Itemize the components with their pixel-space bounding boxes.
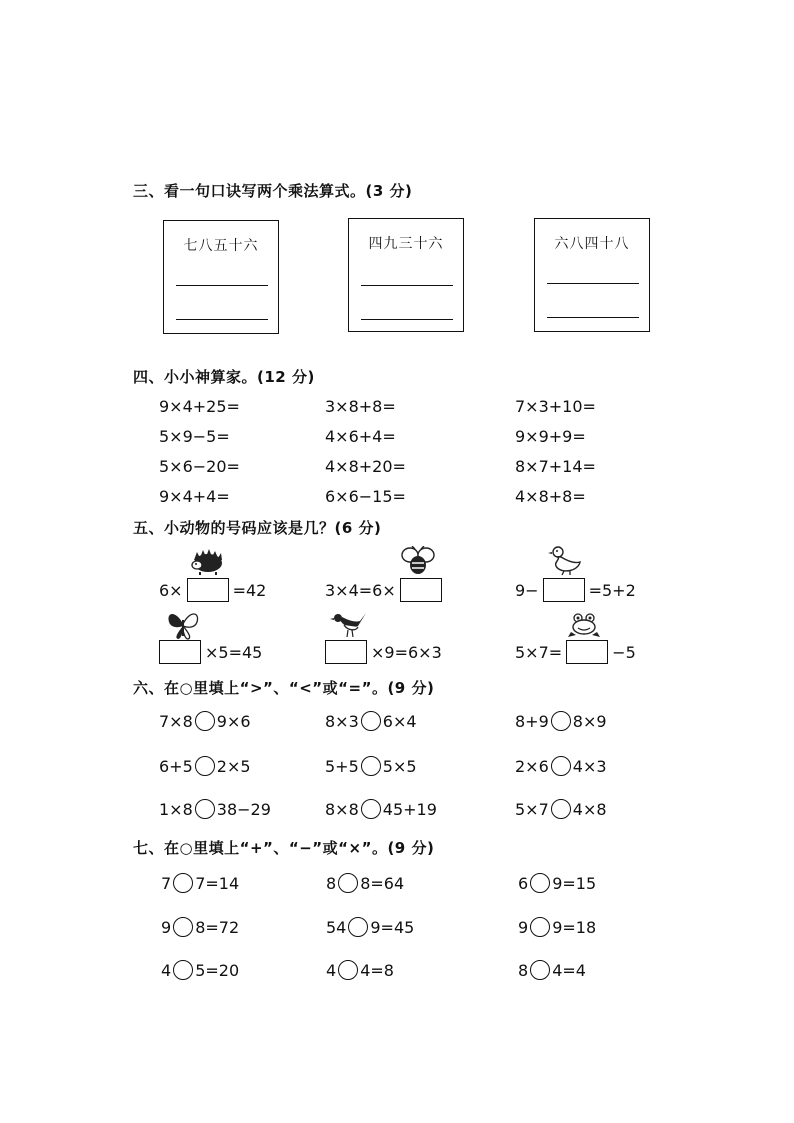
operator-item [518, 960, 586, 980]
calc-item: 5×9−5= [159, 427, 230, 446]
calc-item: 8×7+14= [515, 457, 596, 476]
calc-item: 4×8+20= [325, 457, 406, 476]
equation-prefix: 5×7= [515, 643, 563, 662]
section4-title: 四、小小神算家。(12 分) [133, 368, 315, 386]
right-expr: 8×9 [572, 712, 607, 731]
calc-item: 3×8+8= [325, 397, 396, 416]
right-expr: 8=72 [195, 918, 240, 937]
formula-box-3 [534, 218, 650, 332]
section6-title: 六、在○里填上“>”、“<”或“=”。(9 分) [133, 679, 435, 697]
compare-item [515, 756, 607, 776]
formula-text: 四九三十六 [368, 236, 444, 252]
left-number: 4 [326, 961, 337, 980]
hedgehog-icon [190, 548, 226, 576]
answer-box[interactable] [543, 578, 585, 602]
answer-circle[interactable] [338, 873, 358, 893]
equation-prefix: 6× [159, 581, 183, 600]
operator-item [326, 960, 394, 980]
answer-box[interactable] [400, 578, 442, 602]
answer-line[interactable] [547, 283, 639, 284]
right-expr: 4=8 [360, 961, 394, 980]
right-expr: 2×5 [216, 757, 251, 776]
calc-item: 9×4+4= [159, 487, 230, 506]
equation-suffix: =5+2 [588, 581, 636, 600]
left-number: 6 [518, 874, 529, 893]
formula-box-1 [163, 220, 279, 334]
answer-circle[interactable] [173, 873, 193, 893]
answer-circle[interactable] [530, 873, 550, 893]
calc-item: 6×6−15= [325, 487, 406, 506]
calc-item: 5×6−20= [159, 457, 240, 476]
equation-suffix: =42 [232, 581, 267, 600]
right-expr: 9=45 [370, 918, 415, 937]
left-expr: 8+9 [515, 712, 549, 731]
left-number: 8 [326, 874, 337, 893]
calc-item: 4×6+4= [325, 427, 396, 446]
section3-title: 三、看一句口诀写两个乘法算式。(3 分) [133, 182, 413, 200]
calc-item: 7×3+10= [515, 397, 596, 416]
calc-item: 4×8+8= [515, 487, 586, 506]
answer-circle[interactable] [361, 711, 381, 731]
answer-circle[interactable] [195, 756, 215, 776]
equation-prefix: 9− [515, 581, 539, 600]
left-number: 4 [161, 961, 172, 980]
duck-icon [548, 544, 582, 576]
answer-circle[interactable] [195, 799, 215, 819]
operator-item [161, 917, 239, 937]
answer-box[interactable] [187, 578, 229, 602]
compare-item [159, 799, 271, 819]
bee-icon [401, 546, 435, 576]
answer-circle[interactable] [551, 711, 571, 731]
answer-line[interactable] [176, 319, 268, 320]
operator-item [326, 873, 404, 893]
answer-line[interactable] [547, 317, 639, 318]
left-number: 9 [161, 918, 172, 937]
compare-item [159, 756, 251, 776]
right-expr: 7=14 [195, 874, 240, 893]
answer-circle[interactable] [348, 917, 368, 937]
right-expr: 5×5 [382, 757, 417, 776]
right-expr: 9×6 [216, 712, 251, 731]
answer-circle[interactable] [173, 960, 193, 980]
right-expr: 8=64 [360, 874, 405, 893]
right-expr: 4=4 [552, 961, 586, 980]
compare-item [325, 711, 417, 731]
calc-item: 9×9+9= [515, 427, 586, 446]
right-expr: 4×3 [572, 757, 607, 776]
section7-title: 七、在○里填上“+”、“−”或“×”。(9 分) [133, 839, 435, 857]
operator-item [518, 917, 596, 937]
answer-box[interactable] [159, 640, 201, 664]
compare-item [325, 756, 417, 776]
equation-suffix: −5 [612, 643, 636, 662]
equation-suffix: ×9=6×3 [371, 643, 442, 662]
left-number: 7 [161, 874, 172, 893]
answer-line[interactable] [361, 285, 453, 286]
answer-circle[interactable] [195, 711, 215, 731]
left-expr: 8×3 [325, 712, 359, 731]
equation-suffix: ×5=45 [205, 643, 263, 662]
calc-item: 9×4+25= [159, 397, 240, 416]
left-number: 9 [518, 918, 529, 937]
section5-title: 五、小动物的号码应该是几？(6 分) [133, 519, 382, 537]
left-number: 8 [518, 961, 529, 980]
formula-text: 七八五十六 [183, 238, 259, 254]
right-expr: 45+19 [382, 800, 437, 819]
right-expr: 9=15 [552, 874, 597, 893]
answer-circle[interactable] [361, 799, 381, 819]
left-expr: 7×8 [159, 712, 193, 731]
formula-box-2 [348, 218, 464, 332]
answer-line[interactable] [361, 319, 453, 320]
answer-box[interactable] [325, 640, 367, 664]
left-expr: 2×6 [515, 757, 549, 776]
answer-circle[interactable] [361, 756, 381, 776]
right-expr: 9=18 [552, 918, 597, 937]
operator-item [161, 960, 239, 980]
answer-circle[interactable] [530, 917, 550, 937]
equation-prefix: 3×4=6× [325, 581, 396, 600]
operator-item [518, 873, 596, 893]
operator-item [161, 873, 239, 893]
compare-item [159, 711, 251, 731]
operator-item [326, 917, 414, 937]
compare-item [515, 711, 607, 731]
answer-circle[interactable] [551, 756, 571, 776]
left-expr: 5×7 [515, 800, 549, 819]
bird-icon [330, 609, 368, 639]
butterfly-icon [166, 610, 200, 640]
answer-circle[interactable] [530, 960, 550, 980]
left-expr: 6+5 [159, 757, 193, 776]
left-expr: 1×8 [159, 800, 193, 819]
answer-box[interactable] [566, 640, 608, 664]
answer-circle[interactable] [551, 799, 571, 819]
left-number: 54 [326, 918, 347, 937]
right-expr: 5=20 [195, 961, 240, 980]
formula-text: 六八四十八 [554, 236, 630, 252]
left-expr: 5+5 [325, 757, 359, 776]
left-expr: 8×8 [325, 800, 359, 819]
answer-circle[interactable] [173, 917, 193, 937]
compare-item [325, 799, 437, 819]
right-expr: 6×4 [382, 712, 417, 731]
answer-line[interactable] [176, 285, 268, 286]
right-expr: 4×8 [572, 800, 607, 819]
frog-icon [568, 612, 600, 638]
compare-item [515, 799, 607, 819]
right-expr: 38−29 [216, 800, 271, 819]
answer-circle[interactable] [338, 960, 358, 980]
